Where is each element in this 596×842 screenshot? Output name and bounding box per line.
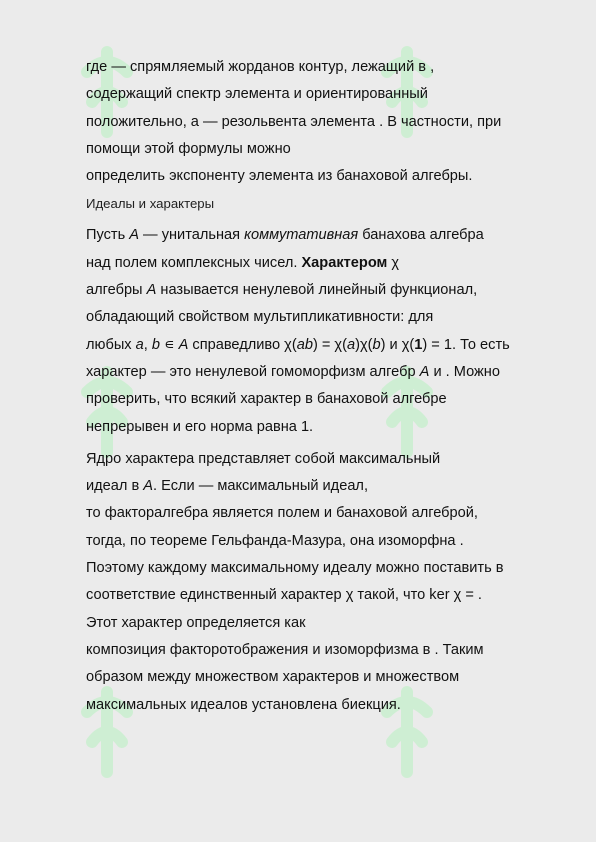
- text-line: определить экспоненту элемента из банаховой алгебры.: [86, 168, 473, 185]
- text-line: алгебры A называется ненулевой линейный функционал,: [86, 282, 478, 299]
- text-line: тогда, по теореме Гельфанда-Мазура, она изоморфна .: [86, 532, 464, 549]
- text-line: проверить, что всякий характер в банаховой алгебре: [86, 391, 447, 408]
- text-line: обладающий свойством мультипликативности: для: [86, 309, 434, 326]
- text-line: образом между множеством характеров и множеством: [86, 669, 460, 686]
- text-line: соответствие единственный характер χ такой, что ker χ = .: [86, 587, 482, 604]
- text-line: содержащий спектр элемента и ориентированный: [86, 86, 428, 103]
- text-line: Поэтому каждому максимальному идеалу можно поставить в: [86, 560, 504, 577]
- section-heading: Идеалы и характеры: [86, 196, 215, 212]
- paragraph-3: [86, 446, 561, 719]
- text-line: характер — это ненулевой гомоморфизм алгебр A и . Можно: [86, 363, 500, 380]
- document-body: [86, 54, 561, 719]
- text-line: то факторалгебра является полем и банаховой алгеброй,: [86, 505, 478, 522]
- text-line: Пусть A — унитальная коммутативная банахова алгебра: [86, 227, 484, 244]
- text-line: над полем комплексных чисел. Характером χ: [86, 254, 400, 271]
- text-line: где — спрямляемый жорданов контур, лежащий в ,: [86, 59, 435, 75]
- text-line: любых a, b ∊ A справедливо χ(ab) = χ(a)χ(b) и χ(1) = 1. То есть: [86, 336, 510, 353]
- text-line: Этот характер определяется как: [86, 614, 306, 631]
- paragraph-1: [86, 54, 561, 190]
- text-line: помощи этой формулы можно: [86, 140, 291, 157]
- text-line: максимальных идеалов установлена биекция.: [86, 696, 401, 713]
- text-line: идеал в A. Если — максимальный идеал,: [86, 478, 369, 495]
- paragraph-2: [86, 222, 561, 440]
- text-line: непрерывен и его норма равна 1.: [86, 418, 314, 435]
- text-line: положительно, а — резольвента элемента . В частности, при: [86, 113, 502, 130]
- text-line: композиция факторотображения и изоморфизма в . Таким: [86, 641, 484, 658]
- bold-term: Характером: [301, 254, 388, 271]
- text-line: Ядро характера представляет собой максимальный: [86, 450, 441, 467]
